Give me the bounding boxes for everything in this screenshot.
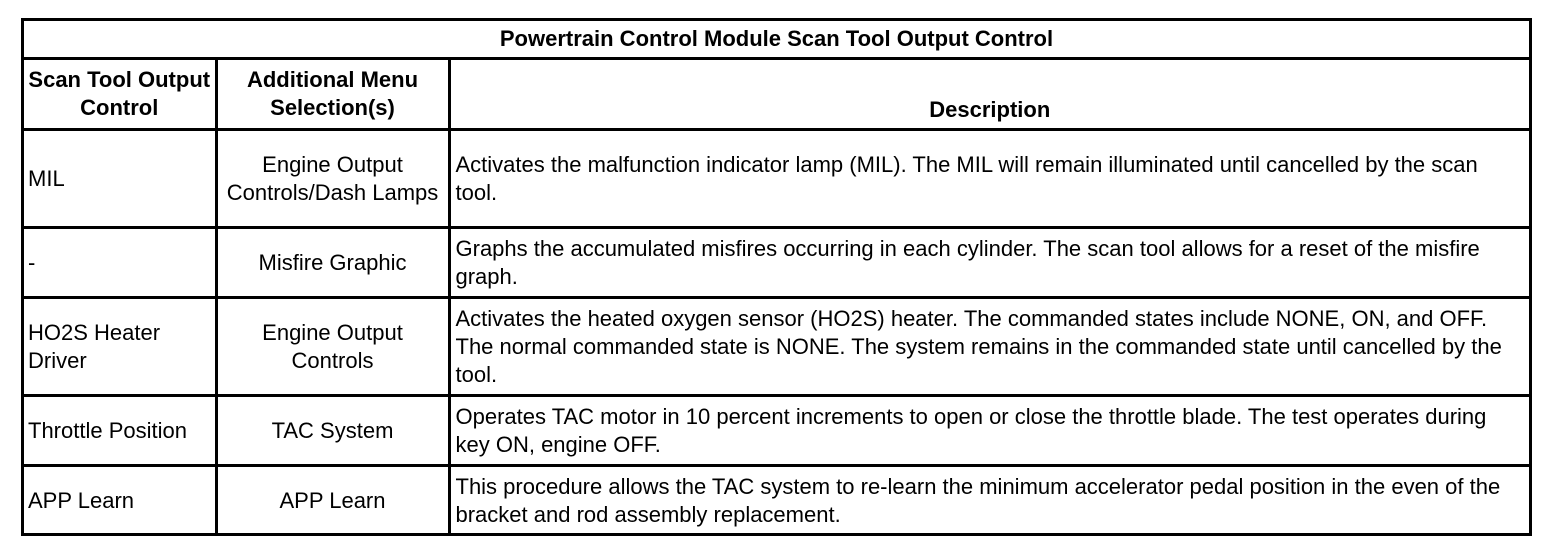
table-row <box>24 466 1529 536</box>
row-description-cell: Activates the heated oxygen sensor (HO2S) heater. The commanded states include NONE, ON, and OFF. The normal commanded state is NONE. The system remains in the commanded state until cancelled by the tool. <box>449 298 1529 396</box>
row-description-cell: Operates TAC motor in 10 percent increments to open or close the throttle blade. The test operates during key ON, engine OFF. <box>449 396 1529 466</box>
row-menu-cell: Engine Output Controls <box>216 298 449 396</box>
table-row <box>24 298 1529 396</box>
header-additional-menu-selections: Additional Menu Selection(s) <box>216 59 449 130</box>
row-output-cell: APP Learn <box>24 466 216 536</box>
row-output-cell: HO2S Heater Driver <box>24 298 216 396</box>
row-output-cell: MIL <box>24 130 216 228</box>
row-output-cell: Throttle Position <box>24 396 216 466</box>
output-control-table-frame <box>21 18 1532 536</box>
header-scan-tool-output-control: Scan Tool Output Control <box>24 59 216 130</box>
row-menu-cell: TAC System <box>216 396 449 466</box>
table-title: Powertrain Control Module Scan Tool Output Control <box>24 21 1529 59</box>
row-description-cell: This procedure allows the TAC system to re-learn the minimum accelerator pedal position in the even of the bracket and rod assembly replacement. <box>449 466 1529 536</box>
row-description-cell: Activates the malfunction indicator lamp (MIL). The MIL will remain illuminated until cancelled by the scan tool. <box>449 130 1529 228</box>
table-title-row <box>24 21 1529 59</box>
row-menu-cell: Engine Output Controls/Dash Lamps <box>216 130 449 228</box>
header-description: Description <box>449 59 1529 130</box>
table-row <box>24 396 1529 466</box>
output-control-table <box>24 21 1529 536</box>
row-menu-cell: Misfire Graphic <box>216 228 449 298</box>
table-row <box>24 130 1529 228</box>
row-menu-cell: APP Learn <box>216 466 449 536</box>
row-description-cell: Graphs the accumulated misfires occurring in each cylinder. The scan tool allows for a reset of the misfire graph. <box>449 228 1529 298</box>
table-row <box>24 228 1529 298</box>
row-output-cell: - <box>24 228 216 298</box>
table-header-row <box>24 59 1529 130</box>
